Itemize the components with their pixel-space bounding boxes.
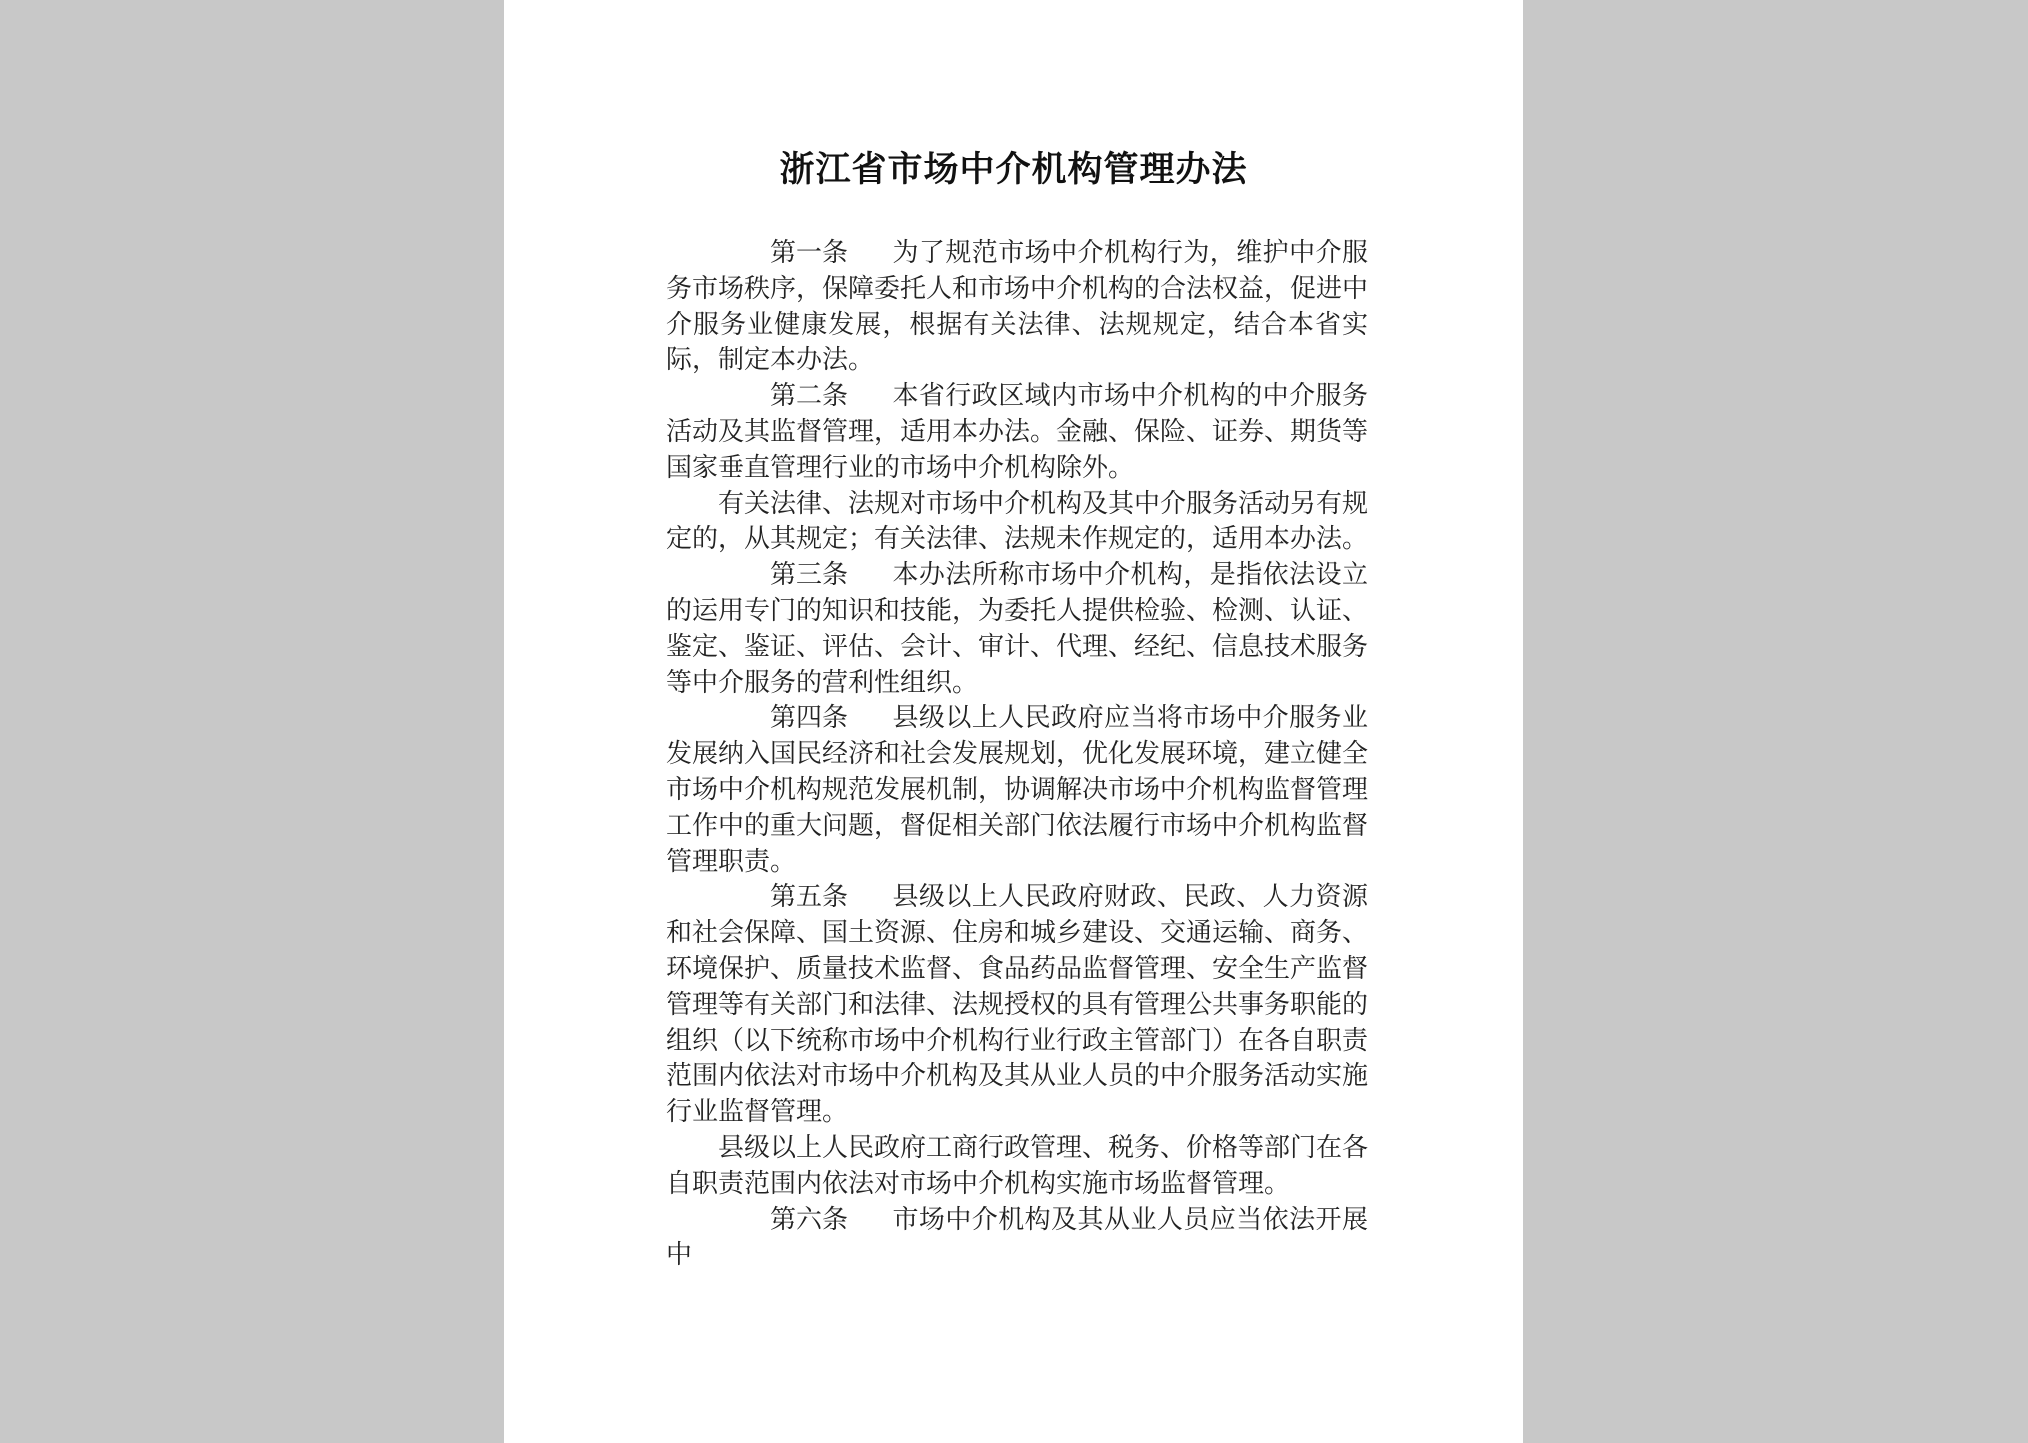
paragraph-article-1 [666,236,1368,379]
article-number: 第二条 [770,381,849,412]
paragraph-article-5-clause-2 [666,1131,1368,1203]
article-number: 第一条 [770,238,849,268]
article-number: 第六条 [770,1204,849,1235]
document-body [666,236,1368,1274]
paragraph-text: 有关法律、法规对市场中介机构及其中介服务活动另有规定的，从其规定；有关法律、法规未作规定的，适用本办法。 [666,488,1369,555]
paragraph-text: 县级以上人民政府工商行政管理、税务、价格等部门在各自职责范围内依法对市场中介机构实施市场监督管理。 [666,1132,1369,1199]
paragraph-article-6 [666,1203,1368,1275]
paragraph-article-3 [666,558,1368,701]
paragraph-article-5 [666,880,1368,1131]
article-number: 第三条 [770,560,849,591]
paragraph-text: 本办法所称市场中介机构，是指依法设立的运用专门的知识和技能，为委托人提供检验、检测、认证、鉴定、鉴证、评估、会计、审计、代理、经纪、信息技术服务等中介服务的营利性组织。 [666,560,1369,698]
paragraph-text: 本省行政区域内市场中介机构的中介服务活动及其监督管理，适用本办法。金融、保险、证券、期货等国家垂直管理行业的市场中介机构除外。 [666,381,1369,483]
paragraph-text: 县级以上人民政府财政、民政、人力资源和社会保障、国土资源、住房和城乡建设、交通运输、商务、环境保护、质量技术监督、食品药品监督管理、安全生产监督管理等有关部门和法律、法规授权的具有管理公共事务职能的组织（以下统称市场中介机构行业行政主管部门）在各自职责范围内依法对市场中介机构及其从业人员的中介服务活动实施行业监督管理。 [666,882,1369,1128]
paragraph-article-2-clause-2 [666,487,1368,559]
paragraph-article-4 [666,701,1368,880]
document-title: 浙江省市场中介机构管理办法 [779,149,1248,190]
paragraph-text: 市场中介机构及其从业人员应当依法开展中 [666,1204,1368,1271]
paragraph-article-2 [666,379,1368,486]
document-page [504,0,1523,1443]
article-number: 第四条 [770,703,849,734]
paragraph-text: 县级以上人民政府应当将市场中介服务业发展纳入国民经济和社会发展规划，优化发展环境，建立健全市场中介机构规范发展机制，协调解决市场中介机构监督管理工作中的重大问题，督促相关部门依法履行市场中介机构监督管理职责。 [666,703,1369,877]
paragraph-text: 为了规范市场中介机构行为，维护中介服务市场秩序，保障委托人和市场中介机构的合法权益，促进中介服务业健康发展，根据有关法律、法规规定，结合本省实际，制定本办法。 [666,238,1369,376]
article-number: 第五条 [770,882,849,913]
